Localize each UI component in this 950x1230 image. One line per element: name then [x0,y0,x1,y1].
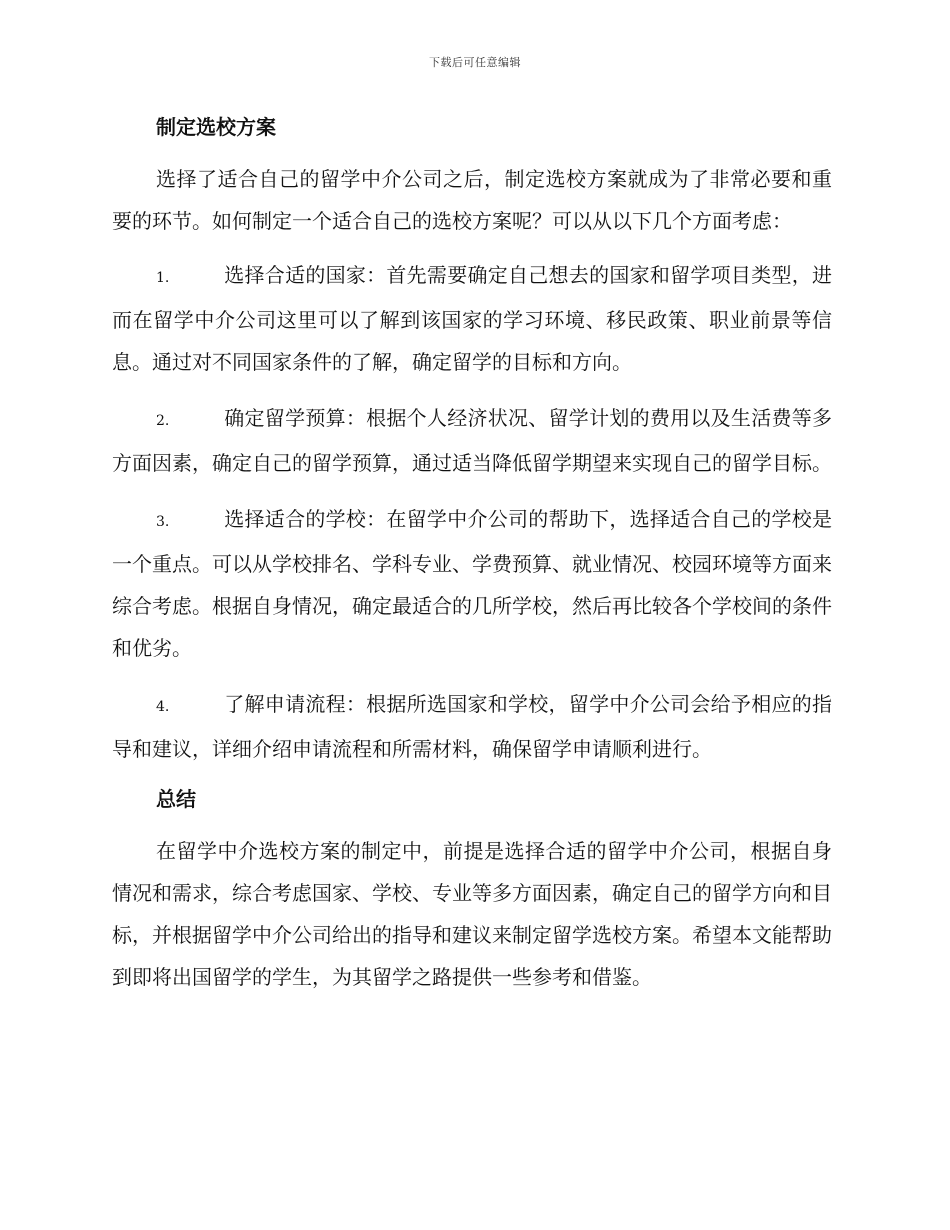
intro-paragraph: 选择了适合自己的留学中介公司之后，制定选校方案就成为了非常必要和重要的环节。如何制定一个适合自己的选校方案呢？可以从以下几个方面考虑： [112,167,832,233]
summary-title: 总结 [156,787,196,811]
list-number: 2. [156,413,170,429]
section-title: 制定选校方案 [156,115,276,139]
list-item-3 [112,498,832,669]
page-header: 下载后可任意编辑 [429,56,521,69]
document-body [112,112,832,1010]
list-text: 确定留学预算：根据个人经济状况、留学计划的费用以及生活费等多方面因素，确定自己的留学预算，通过适当降低留学期望来实现自己的留学目标。 [112,406,832,475]
list-item-2 [112,397,832,484]
list-number: 3. [156,514,170,530]
list-item-4 [112,683,832,770]
list-number: 1. [156,270,170,286]
list-text: 选择合适的国家：首先需要确定自己想去的国家和留学项目类型，进而在留学中介公司这里可以了解到该国家的学习环境、移民政策、职业前景等信息。通过对不同国家条件的了解，确定留学的目标和方向。 [112,263,832,374]
list-text: 选择适合的学校：在留学中介公司的帮助下，选择适合自己的学校是一个重点。可以从学校排名、学科专业、学费预算、就业情况、校园环境等方面来综合考虑。根据自身情况，确定最适合的几所学校，然后再比较各个学校间的条件和优劣。 [112,507,832,660]
list-item-1 [112,254,832,383]
list-number: 4. [156,699,170,715]
list-text: 了解申请流程：根据所选国家和学校，留学中介公司会给予相应的指导和建议，详细介绍申请流程和所需材料，确保留学申请顺利进行。 [112,692,832,761]
summary-paragraph: 在留学中介选校方案的制定中，前提是选择合适的留学中介公司，根据自身情况和需求，综合考虑国家、学校、专业等多方面因素，确定自己的留学方向和目标，并根据留学中介公司给出的指导和建议来制定留学选校方案。希望本文能帮助到即将出国留学的学生，为其留学之路提供一些参考和借鉴。 [112,839,832,989]
